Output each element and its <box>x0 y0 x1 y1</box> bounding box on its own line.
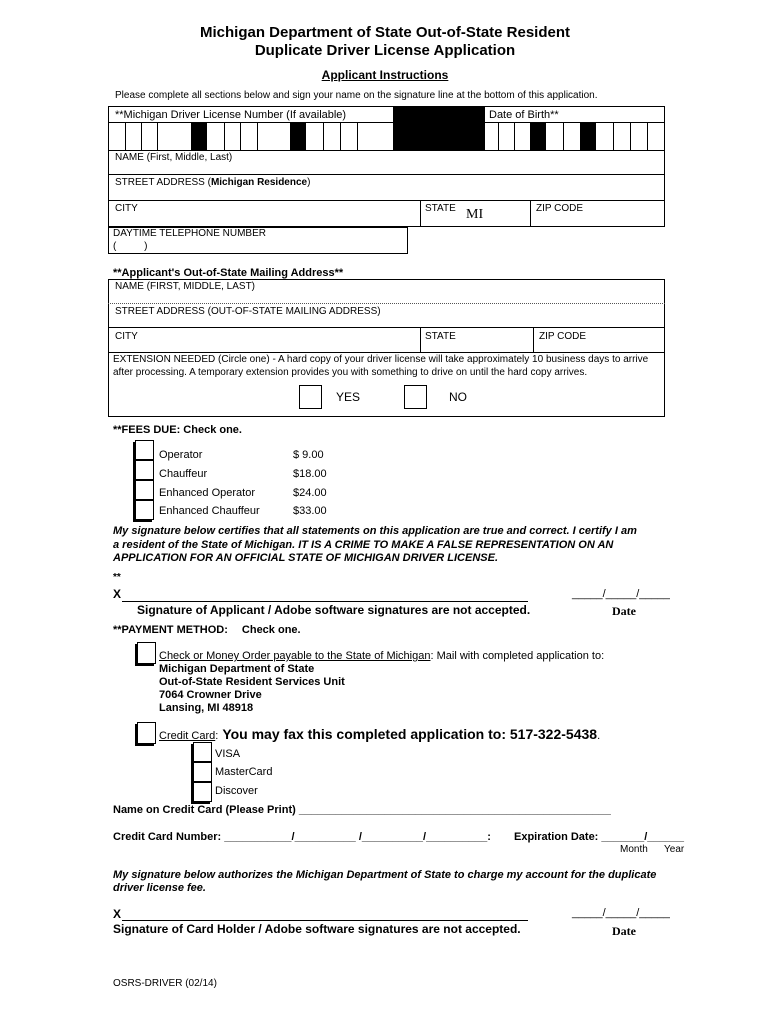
mail-address-line2: Out-of-State Resident Services Unit <box>159 676 345 688</box>
form-title-line1: Michigan Department of State Out-of-State Resident <box>199 24 571 41</box>
mail-address-line1: Michigan Department of State <box>159 663 315 675</box>
card-checkbox-visa[interactable] <box>193 742 212 762</box>
cardholder-date-field[interactable]: _____/_____/_____ <box>572 907 670 919</box>
cardholder-date-label: Date <box>612 924 636 938</box>
certification-line3: APPLICATION FOR AN OFFICIAL STATE OF MICHIGAN DRIVER LICENSE. <box>113 552 498 564</box>
mail-address-line3: 7064 Crowner Drive <box>159 689 262 701</box>
fees-heading: **FEES DUE: Check one. <box>113 424 242 436</box>
authorize-line2: driver license fee. <box>113 882 206 894</box>
instructions-text: Please complete all sections below and sign your name on the signature line at the bottom of this application. <box>115 90 598 101</box>
fee-price: $18.00 <box>293 468 327 480</box>
fee-price: $33.00 <box>293 505 327 517</box>
certification-asterisks: ** <box>113 572 121 583</box>
payment-check-checkbox[interactable] <box>137 642 156 664</box>
mailing-state-label: STATE <box>425 331 456 342</box>
phone-label: DAYTIME TELEPHONE NUMBER <box>113 228 266 239</box>
check-option: Check or Money Order payable to the State of Michigan: Mail with completed application to: <box>159 650 605 662</box>
form-title-line2: Duplicate Driver License Application <box>254 42 516 59</box>
credit-option: Credit Card: You may fax this completed application to: 517-322-5438. <box>159 726 601 742</box>
phone-format: ( ) <box>113 241 148 252</box>
applicant-date-label: Date <box>612 604 636 618</box>
authorize-line1: My signature below authorizes the Michigan Department of State to charge my account for the duplicate <box>113 869 657 881</box>
zip-label: ZIP CODE <box>536 203 584 214</box>
fee-checkbox-chauffeur[interactable] <box>135 460 154 480</box>
mailing-city-label: CITY <box>115 331 138 342</box>
month-label: Month <box>620 844 648 855</box>
mailing-street-field[interactable] <box>108 303 665 327</box>
fee-price: $ 9.00 <box>293 449 324 461</box>
state-label: STATE <box>425 203 456 214</box>
name-label: NAME (First, Middle, Last) <box>115 152 233 163</box>
instructions-heading: Applicant Instructions <box>321 68 449 82</box>
state-value: MI <box>466 207 484 222</box>
extension-text-line2: after processing. A temporary extension provides you with something to drive on until the hard copy arrives. <box>113 367 588 378</box>
applicant-signature-line[interactable] <box>122 601 528 602</box>
card-label: Discover <box>215 785 258 797</box>
applicant-signature-label: Signature of Applicant / Adobe software signatures are not accepted. <box>137 603 531 617</box>
cardholder-x-mark: X <box>113 907 122 921</box>
fee-checkbox-enhanced-chauffeur[interactable] <box>135 500 154 520</box>
cardholder-signature-line[interactable] <box>122 920 528 921</box>
cardholder-signature-label: Signature of Card Holder / Adobe software signatures are not accepted. <box>113 922 521 936</box>
payment-heading: **PAYMENT METHOD: Check one. <box>113 624 301 636</box>
certification-line2: a resident of the State of Michigan. IT IS A CRIME TO MAKE A FALSE REPRESENTATION ON AN <box>113 539 614 551</box>
fee-label: Enhanced Chauffeur <box>159 505 260 517</box>
check-option-label: Check or Money Order payable to the State of Michigan <box>159 650 431 662</box>
license-number-label: **Michigan Driver License Number (If available) <box>115 109 347 121</box>
extension-yes-label: YES <box>336 390 361 404</box>
fee-price: $24.00 <box>293 487 327 499</box>
city-label: CITY <box>115 203 138 214</box>
mailing-street-label: STREET ADDRESS (OUT-OF-STATE MAILING ADDRESS) <box>115 306 381 317</box>
fee-checkbox-operator[interactable] <box>135 440 154 460</box>
date-of-birth-label: Date of Birth** <box>489 109 559 121</box>
credit-option-label: Credit Card <box>159 730 216 742</box>
applicant-date-field[interactable]: _____/_____/_____ <box>572 588 670 600</box>
name-field[interactable] <box>108 150 665 174</box>
payment-credit-checkbox[interactable] <box>137 722 156 744</box>
card-number-field[interactable]: Credit Card Number: ___________/__________ /__________/__________: <box>113 831 491 843</box>
form-code: OSRS-DRIVER (02/14) <box>113 978 217 989</box>
fee-checkbox-enhanced-operator[interactable] <box>135 480 154 500</box>
certification-line1: My signature below certifies that all statements on this application are true and correct. I certify I am <box>113 525 637 537</box>
mail-address-line4: Lansing, MI 48918 <box>159 702 254 714</box>
extension-text-line1: EXTENSION NEEDED (Circle one) - A hard copy of your driver license will take approximately 10 business days to arrive <box>113 354 649 365</box>
card-label: MasterCard <box>215 766 273 778</box>
street-address-field[interactable] <box>108 174 665 200</box>
card-label: VISA <box>215 748 241 760</box>
applicant-x-mark: X <box>113 587 122 601</box>
fee-label: Operator <box>159 449 203 461</box>
expiration-date-field[interactable]: Expiration Date: _______/______ <box>514 831 684 843</box>
mailing-address-heading: **Applicant's Out-of-State Mailing Address** <box>113 267 344 279</box>
extension-no-checkbox[interactable] <box>404 385 427 409</box>
mailing-name-label: NAME (FIRST, MIDDLE, LAST) <box>115 281 256 292</box>
fee-label: Chauffeur <box>159 468 208 480</box>
name-on-card-field[interactable]: Name on Credit Card (Please Print) ___________________________________________________ <box>113 804 611 816</box>
fee-label: Enhanced Operator <box>159 487 256 499</box>
mailing-zip-label: ZIP CODE <box>539 331 587 342</box>
mailing-name-field[interactable] <box>108 279 665 303</box>
card-checkbox-mastercard[interactable] <box>193 762 212 782</box>
fax-instructions: You may fax this completed application to: 517-322-5438 <box>222 726 598 742</box>
card-checkbox-discover[interactable] <box>193 782 212 802</box>
year-label: Year <box>664 844 685 855</box>
extension-no-label: NO <box>449 390 467 404</box>
street-address-label: STREET ADDRESS (Michigan Residence) <box>115 177 311 188</box>
extension-yes-checkbox[interactable] <box>299 385 322 409</box>
